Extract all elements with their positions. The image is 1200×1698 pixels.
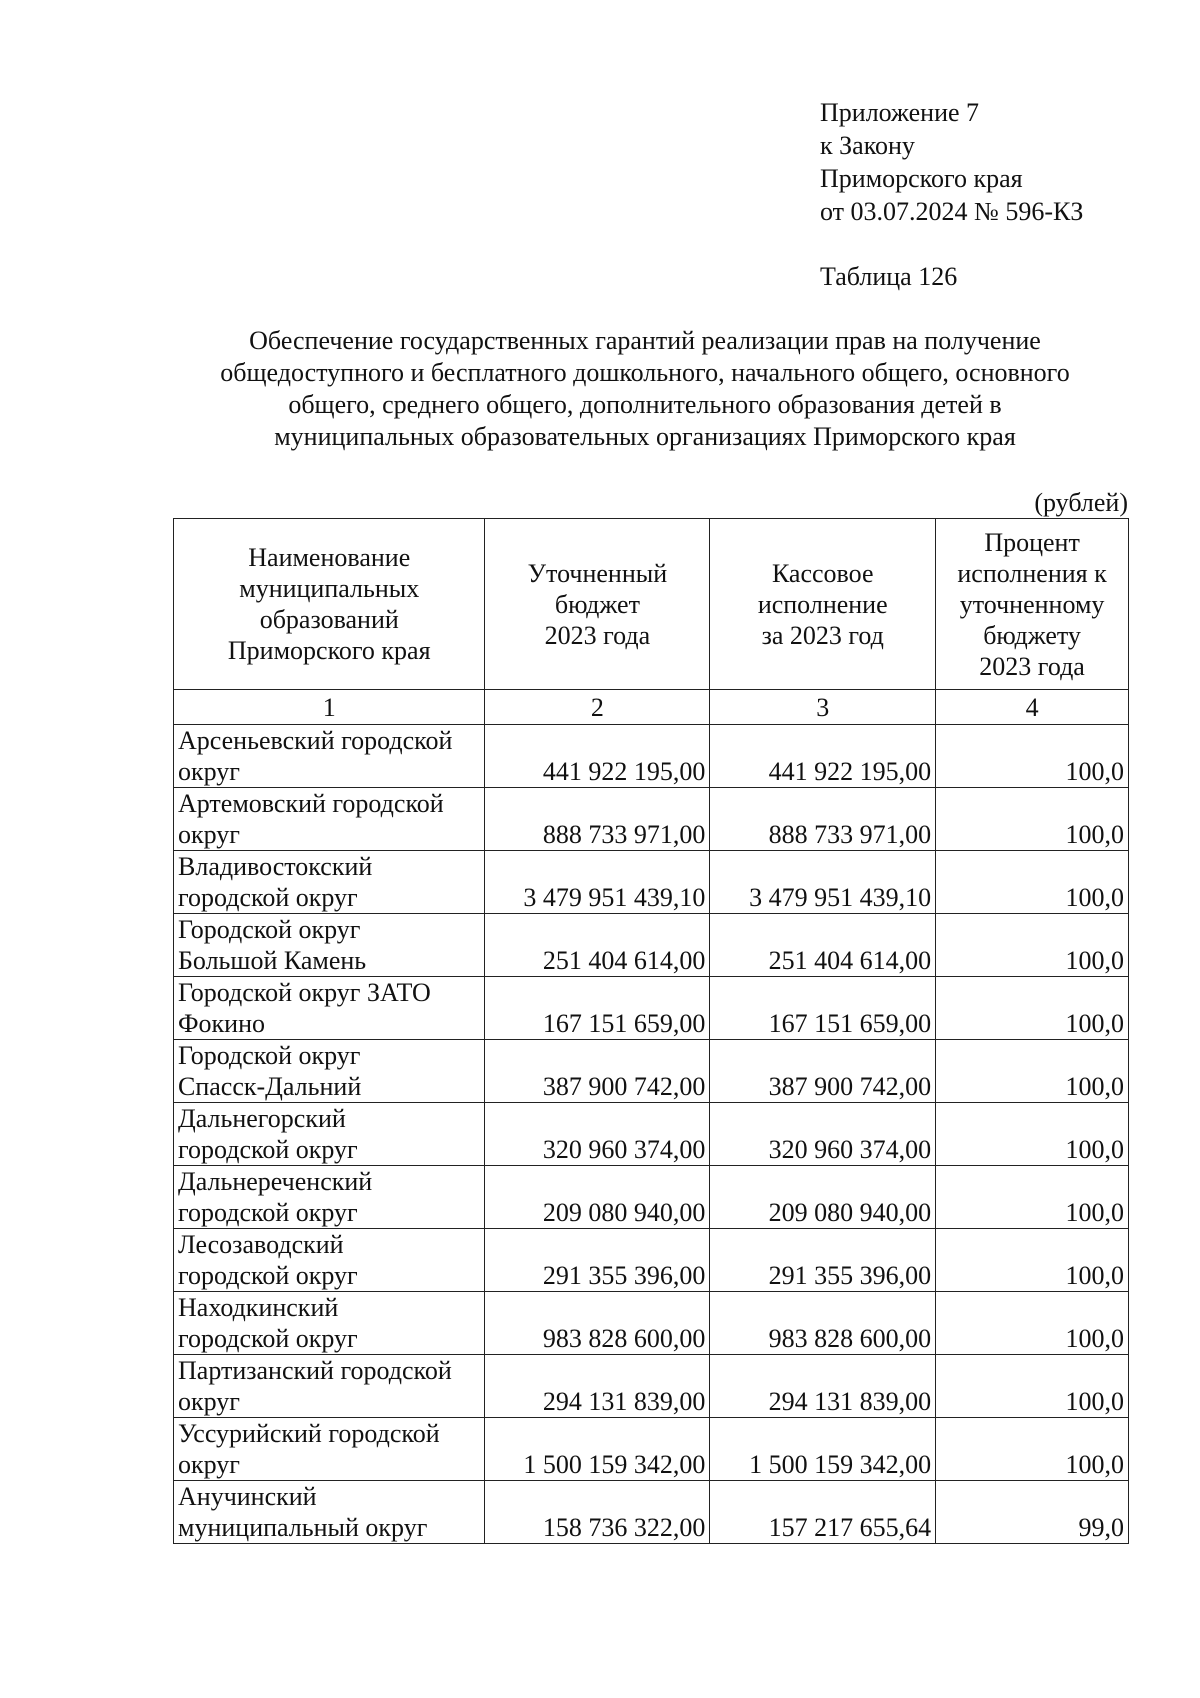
municipality-name	[174, 1229, 485, 1292]
table-row	[174, 1292, 1129, 1355]
refined-budget-value: 441 922 195,00	[485, 725, 710, 788]
cash-execution-value: 888 733 971,00	[710, 788, 936, 851]
cash-execution-value: 441 922 195,00	[710, 725, 936, 788]
appendix-line: к Закону	[820, 131, 915, 160]
header-text-line: 2023 года	[979, 651, 1085, 681]
municipality-name-line: округ	[178, 820, 240, 849]
municipality-name-line: Уссурийский городской	[178, 1419, 440, 1448]
municipality-name-line: Артемовский городской	[178, 789, 444, 818]
column-number: 1	[174, 690, 485, 725]
refined-budget-value: 3 479 951 439,10	[485, 851, 710, 914]
execution-percent-value: 100,0	[936, 977, 1129, 1040]
municipality-name	[174, 1481, 485, 1544]
municipality-name	[174, 725, 485, 788]
header-text-line: уточненному	[959, 589, 1105, 619]
header-text-line: бюджету	[983, 620, 1081, 650]
header-municipality	[174, 519, 485, 690]
column-number-row	[174, 690, 1129, 725]
municipality-name-line: городской округ	[178, 1324, 358, 1353]
refined-budget-value: 320 960 374,00	[485, 1103, 710, 1166]
table-row	[174, 977, 1129, 1040]
municipality-name-line: округ	[178, 1450, 240, 1479]
municipality-name	[174, 788, 485, 851]
title-line: Обеспечение государственных гарантий реализации прав на получение	[249, 326, 1041, 355]
municipality-name-line: Городской округ ЗАТО	[178, 978, 431, 1007]
municipality-name-line: Находкинский	[178, 1293, 339, 1322]
header-text-line: муниципальных	[239, 574, 420, 603]
appendix-line: от 03.07.2024 № 596-КЗ	[820, 197, 1084, 226]
municipality-name	[174, 914, 485, 977]
municipality-name-line: городской округ	[178, 1198, 358, 1227]
execution-percent-value: 99,0	[936, 1481, 1129, 1544]
municipality-name	[174, 1040, 485, 1103]
execution-percent-value: 100,0	[936, 1355, 1129, 1418]
table-row	[174, 851, 1129, 914]
table-row	[174, 914, 1129, 977]
municipality-name-line: округ	[178, 1387, 240, 1416]
municipality-name-line: Дальнегорский	[178, 1104, 346, 1133]
table-row	[174, 788, 1129, 851]
title-line: общедоступного и бесплатного дошкольного, начального общего, основного	[220, 358, 1070, 387]
cash-execution-value: 983 828 600,00	[710, 1292, 936, 1355]
header-text-line: Наименование	[248, 543, 411, 572]
header-text-line: бюджет	[554, 589, 640, 619]
refined-budget-value: 251 404 614,00	[485, 914, 710, 977]
header-refined-budget	[485, 519, 710, 690]
municipality-name-line: Городской округ	[178, 1041, 361, 1070]
table-row	[174, 725, 1129, 788]
table-row	[174, 1481, 1129, 1544]
municipality-name-line: городской округ	[178, 883, 358, 912]
column-number: 2	[485, 690, 710, 725]
execution-percent-value: 100,0	[936, 1292, 1129, 1355]
municipality-name	[174, 1166, 485, 1229]
cash-execution-value: 3 479 951 439,10	[710, 851, 936, 914]
municipality-name-line: городской округ	[178, 1261, 358, 1290]
header-text-line: исполнение	[757, 589, 888, 619]
execution-percent-value: 100,0	[936, 788, 1129, 851]
header-text-line: 2023 года	[544, 620, 651, 650]
table-body	[174, 725, 1129, 1544]
refined-budget-value: 158 736 322,00	[485, 1481, 710, 1544]
column-number: 3	[710, 690, 936, 725]
title-line: муниципальных образовательных организациях Приморского края	[274, 422, 1016, 451]
header-cash-execution	[710, 519, 936, 690]
cash-execution-value: 387 900 742,00	[710, 1040, 936, 1103]
execution-percent-value: 100,0	[936, 725, 1129, 788]
execution-percent-value: 100,0	[936, 851, 1129, 914]
municipality-name	[174, 1292, 485, 1355]
table-number-label: Таблица 126	[820, 262, 958, 291]
refined-budget-value: 294 131 839,00	[485, 1355, 710, 1418]
municipality-name-line: Спасск-Дальний	[178, 1072, 362, 1101]
appendix-line: Приложение 7	[820, 98, 980, 127]
cash-execution-value: 157 217 655,64	[710, 1481, 936, 1544]
header-execution-percent	[936, 519, 1129, 690]
budget-table	[173, 518, 1129, 1544]
municipality-name-line: Арсеньевский городской	[178, 726, 453, 755]
title-line: общего, среднего общего, дополнительного образования детей в	[288, 390, 1002, 419]
municipality-name	[174, 1418, 485, 1481]
execution-percent-value: 100,0	[936, 1166, 1129, 1229]
table-row	[174, 1166, 1129, 1229]
execution-percent-value: 100,0	[936, 1229, 1129, 1292]
header-text-line: Уточненный	[527, 558, 668, 588]
refined-budget-value: 209 080 940,00	[485, 1166, 710, 1229]
cash-execution-value: 167 151 659,00	[710, 977, 936, 1040]
municipality-name	[174, 977, 485, 1040]
cash-execution-value: 1 500 159 342,00	[710, 1418, 936, 1481]
municipality-name	[174, 1355, 485, 1418]
municipality-name-line: Лесозаводский	[178, 1230, 344, 1259]
refined-budget-value: 387 900 742,00	[485, 1040, 710, 1103]
column-number: 4	[936, 690, 1129, 725]
municipality-name-line: Партизанский городской	[178, 1356, 452, 1385]
header-text-line: Кассовое	[771, 558, 874, 588]
table-header-row	[174, 519, 1129, 690]
appendix-reference	[820, 96, 1083, 228]
municipality-name-line: Владивостокский	[178, 852, 373, 881]
document-title	[160, 325, 1130, 453]
municipality-name-line: городской округ	[178, 1135, 358, 1164]
cash-execution-value: 209 080 940,00	[710, 1166, 936, 1229]
header-text-line: образований	[259, 605, 399, 634]
cash-execution-value: 320 960 374,00	[710, 1103, 936, 1166]
refined-budget-value: 983 828 600,00	[485, 1292, 710, 1355]
execution-percent-value: 100,0	[936, 1418, 1129, 1481]
table-row	[174, 1040, 1129, 1103]
header-text-line: исполнения к	[957, 558, 1107, 588]
municipality-name	[174, 1103, 485, 1166]
cash-execution-value: 291 355 396,00	[710, 1229, 936, 1292]
refined-budget-value: 888 733 971,00	[485, 788, 710, 851]
municipality-name-line: Дальнереченский	[178, 1167, 373, 1196]
refined-budget-value: 291 355 396,00	[485, 1229, 710, 1292]
municipality-name-line: муниципальный округ	[178, 1513, 428, 1542]
municipality-name	[174, 851, 485, 914]
municipality-name-line: Фокино	[178, 1009, 266, 1038]
refined-budget-value: 167 151 659,00	[485, 977, 710, 1040]
appendix-line: Приморского края	[820, 164, 1023, 193]
municipality-name-line: округ	[178, 757, 240, 786]
execution-percent-value: 100,0	[936, 1040, 1129, 1103]
execution-percent-value: 100,0	[936, 914, 1129, 977]
execution-percent-value: 100,0	[936, 1103, 1129, 1166]
table-row	[174, 1103, 1129, 1166]
table-row	[174, 1418, 1129, 1481]
header-text-line: Процент	[984, 527, 1080, 557]
municipality-name-line: Большой Камень	[178, 946, 367, 975]
municipality-name-line: Анучинский	[178, 1482, 317, 1511]
municipality-name-line: Городской округ	[178, 915, 361, 944]
cash-execution-value: 294 131 839,00	[710, 1355, 936, 1418]
header-text-line: за 2023 год	[761, 620, 884, 650]
header-text-line: Приморского края	[227, 636, 431, 665]
units-label: (рублей)	[1034, 488, 1128, 517]
table-row	[174, 1355, 1129, 1418]
cash-execution-value: 251 404 614,00	[710, 914, 936, 977]
refined-budget-value: 1 500 159 342,00	[485, 1418, 710, 1481]
table-row	[174, 1229, 1129, 1292]
